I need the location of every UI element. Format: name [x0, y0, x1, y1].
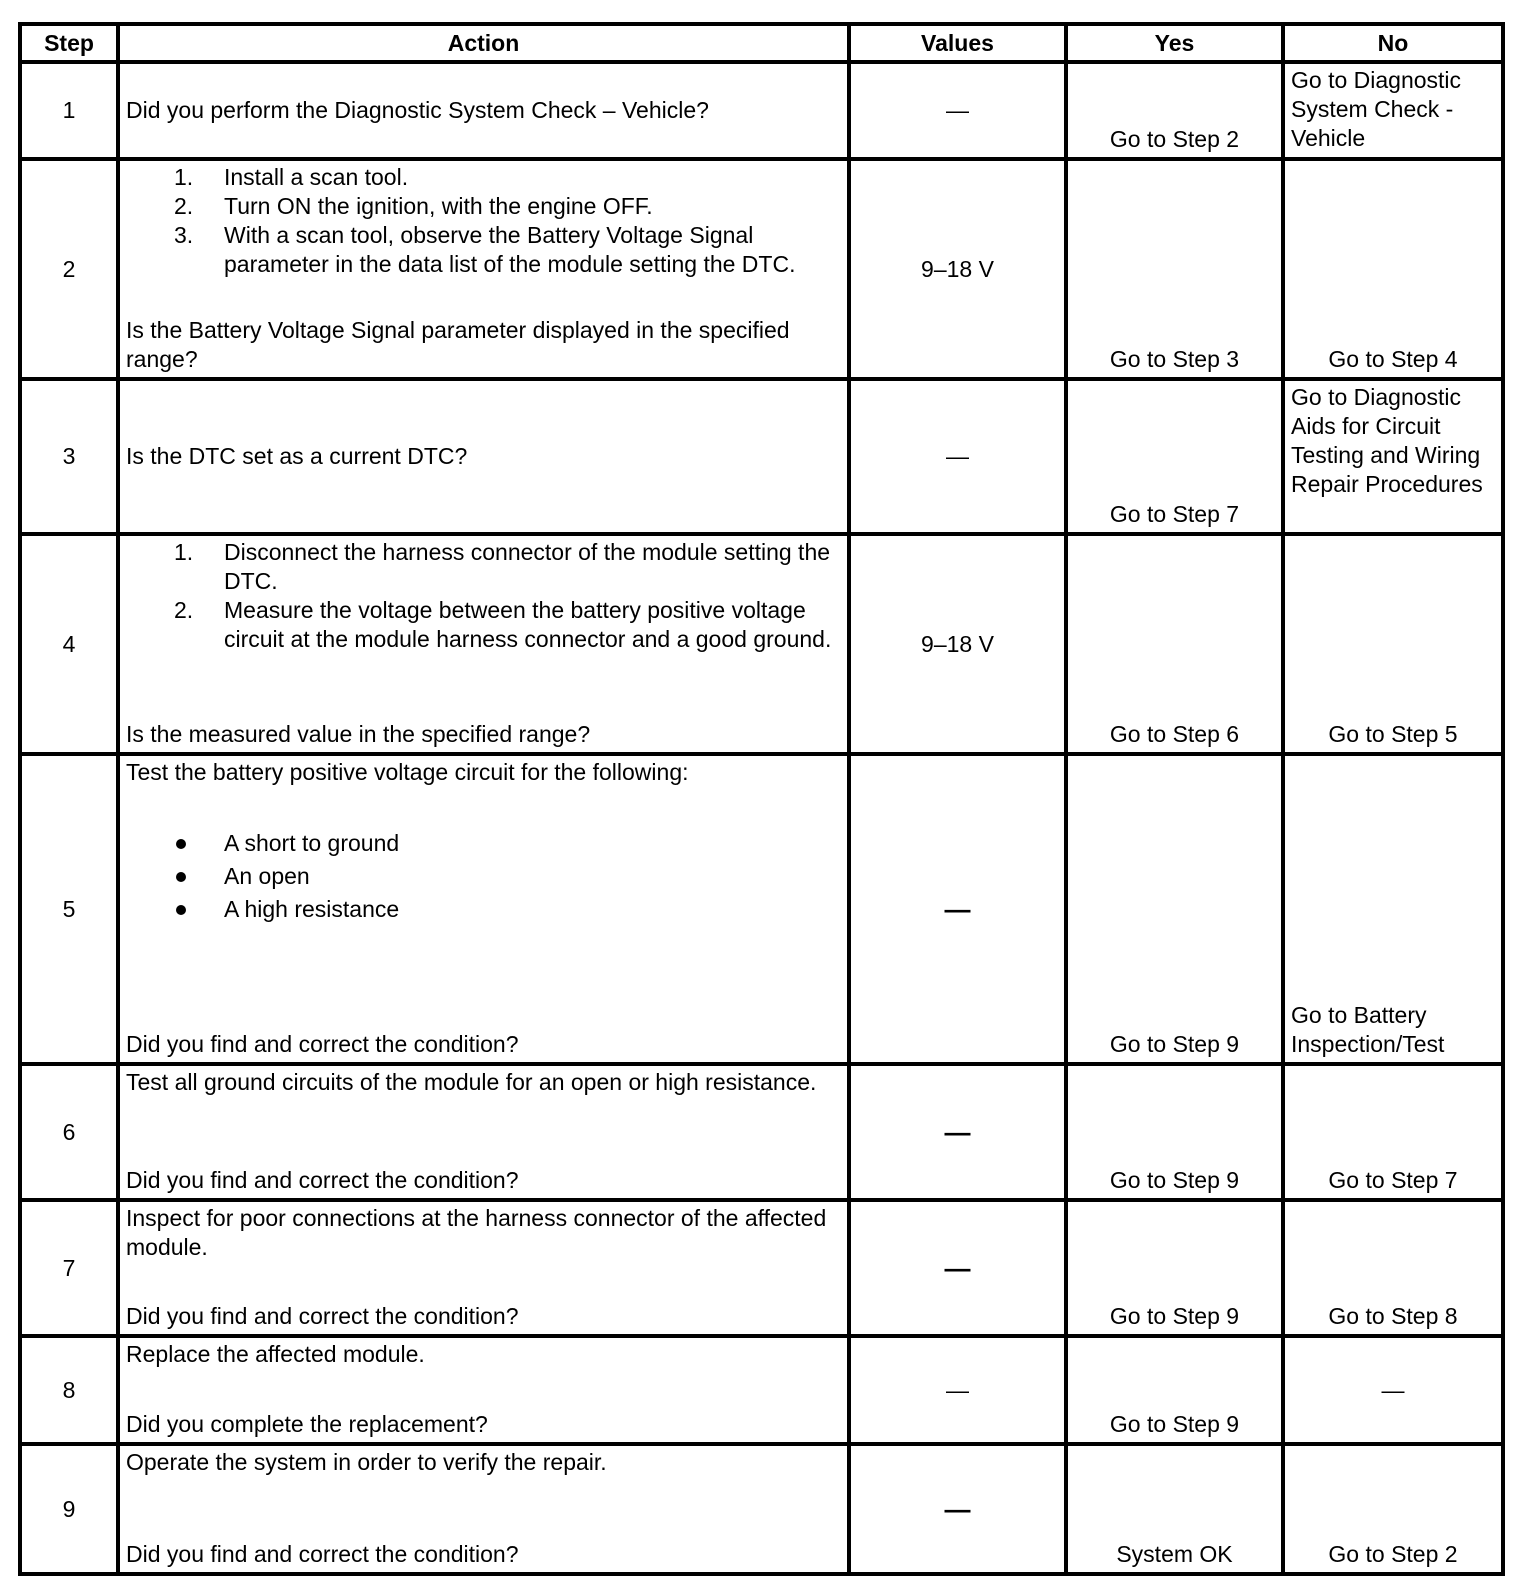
- no-cell: [1283, 379, 1503, 534]
- action-cell: [118, 1336, 849, 1444]
- list-item: [126, 827, 841, 860]
- yes-cell: [1066, 1200, 1283, 1336]
- yes-cell: [1066, 534, 1283, 754]
- step-number: 3: [20, 379, 118, 534]
- no-text: Go to Step 4: [1328, 346, 1458, 372]
- yes-text: Go to Step 9: [1109, 1167, 1240, 1193]
- list-text: An open: [224, 863, 310, 889]
- table-row: [20, 379, 1503, 534]
- header-yes: Yes: [1066, 24, 1283, 62]
- table-row: [20, 1336, 1503, 1444]
- yes-text: Go to Step 2: [1109, 126, 1240, 152]
- action-intro: Replace the affected module.: [126, 1341, 425, 1367]
- no-text: Go to Step 8: [1328, 1303, 1458, 1329]
- no-text: Go to Step 7: [1328, 1167, 1458, 1193]
- value-cell: [849, 379, 1066, 534]
- action-question: Did you find and correct the condition?: [126, 1541, 519, 1567]
- step-number: 7: [20, 1200, 118, 1336]
- yes-cell: [1066, 62, 1283, 159]
- yes-text: System OK: [1116, 1541, 1233, 1567]
- no-cell: [1283, 62, 1503, 159]
- list-number: 1.: [174, 164, 194, 190]
- list-item: [126, 596, 841, 654]
- no-text: Go to Step 2: [1328, 1541, 1458, 1567]
- list-item: [126, 221, 841, 279]
- value-cell: [849, 754, 1066, 1064]
- action-cell: [118, 534, 849, 754]
- table-row: [20, 1200, 1503, 1336]
- yes-cell: [1066, 159, 1283, 379]
- action-intro: Test all ground circuits of the module for an open or high resistance.: [126, 1069, 817, 1095]
- header-action: Action: [118, 24, 849, 62]
- action-cell: [118, 1200, 849, 1336]
- table-row: [20, 62, 1503, 159]
- no-text: Go to Diagnostic System Check - Vehicle: [1291, 67, 1462, 151]
- value-text: —: [944, 893, 971, 924]
- value-cell: [849, 159, 1066, 379]
- value-text: —: [946, 443, 969, 469]
- value-cell: [849, 534, 1066, 754]
- step-number: 8: [20, 1336, 118, 1444]
- action-cell: [118, 159, 849, 379]
- value-cell: [849, 1064, 1066, 1200]
- yes-cell: [1066, 1064, 1283, 1200]
- action-question: Did you find and correct the condition?: [126, 1303, 519, 1329]
- header-no: No: [1283, 24, 1503, 62]
- bullet-icon: [176, 839, 186, 849]
- value-text: 9–18 V: [921, 255, 994, 282]
- action-steps: [126, 163, 841, 279]
- step-number: 5: [20, 754, 118, 1064]
- action-cell: [118, 379, 849, 534]
- action-intro: Inspect for poor connections at the harness connector of the affected module.: [126, 1205, 827, 1260]
- list-text: Measure the voltage between the battery positive voltage circuit at the module harness connector and a good ground.: [224, 597, 832, 652]
- action-cell: [118, 1444, 849, 1574]
- bullet-icon: [176, 905, 186, 915]
- value-text: —: [944, 1252, 971, 1283]
- list-text: With a scan tool, observe the Battery Voltage Signal parameter in the data list of the module setting the DTC.: [224, 222, 796, 277]
- value-text: —: [944, 1116, 971, 1147]
- no-text: Go to Diagnostic Aids for Circuit Testing and Wiring Repair Procedures: [1291, 384, 1483, 497]
- value-cell: [849, 1444, 1066, 1574]
- no-cell: [1283, 1064, 1503, 1200]
- action-question: Did you find and correct the condition?: [126, 1031, 519, 1057]
- table-row: [20, 534, 1503, 754]
- header-values: Values: [849, 24, 1066, 62]
- header-row: [20, 24, 1503, 62]
- no-text: Go to Battery Inspection/Test: [1291, 1002, 1445, 1057]
- action-cell: [118, 754, 849, 1064]
- list-text: A short to ground: [224, 830, 400, 856]
- action-question: Did you find and correct the condition?: [126, 1167, 519, 1193]
- action-question: Did you complete the replacement?: [126, 1411, 488, 1437]
- yes-cell: [1066, 1336, 1283, 1444]
- value-cell: [849, 1336, 1066, 1444]
- value-text: —: [944, 1493, 971, 1524]
- list-item: [126, 192, 841, 221]
- no-cell: [1283, 1200, 1503, 1336]
- no-cell: [1283, 1444, 1503, 1574]
- list-text: A high resistance: [224, 896, 400, 922]
- step-number: 9: [20, 1444, 118, 1574]
- table-row: [20, 159, 1503, 379]
- yes-text: Go to Step 3: [1109, 346, 1240, 372]
- action-question: Is the Battery Voltage Signal parameter displayed in the specified range?: [126, 317, 790, 372]
- bullet-icon: [176, 872, 186, 882]
- value-text: —: [946, 97, 969, 123]
- yes-text: Go to Step 7: [1109, 501, 1240, 527]
- no-text: Go to Step 5: [1328, 721, 1458, 747]
- list-item: [126, 893, 841, 926]
- yes-text: Go to Step 6: [1109, 721, 1240, 747]
- no-cell: [1283, 159, 1503, 379]
- value-cell: [849, 62, 1066, 159]
- value-cell: [849, 1200, 1066, 1336]
- list-item: [126, 163, 841, 192]
- yes-cell: [1066, 379, 1283, 534]
- value-text: 9–18 V: [921, 630, 994, 657]
- value-text: —: [946, 1376, 969, 1403]
- action-cell: [118, 1064, 849, 1200]
- action-bullets: [126, 827, 841, 926]
- list-item: [126, 860, 841, 893]
- step-number: 4: [20, 534, 118, 754]
- list-text: Install a scan tool.: [224, 164, 409, 190]
- no-text: —: [1381, 1376, 1405, 1403]
- action-question: Is the measured value in the specified range?: [126, 721, 591, 747]
- header-step: Step: [20, 24, 118, 62]
- no-cell: [1283, 534, 1503, 754]
- list-number: 1.: [174, 539, 194, 565]
- action-intro: Operate the system in order to verify the repair.: [126, 1449, 607, 1475]
- action-question: Did you perform the Diagnostic System Check – Vehicle?: [126, 96, 709, 123]
- no-cell: [1283, 754, 1503, 1064]
- step-number: 2: [20, 159, 118, 379]
- list-number: 2.: [174, 597, 194, 623]
- list-number: 2.: [174, 193, 194, 219]
- table-row: [20, 1444, 1503, 1574]
- list-item: [126, 538, 841, 596]
- list-text: Turn ON the ignition, with the engine OFF.: [224, 193, 653, 219]
- step-number: 1: [20, 62, 118, 159]
- action-steps: [126, 538, 841, 654]
- yes-cell: [1066, 754, 1283, 1064]
- yes-text: Go to Step 9: [1109, 1031, 1240, 1057]
- diagnostic-table: [18, 22, 1505, 1576]
- no-cell: [1283, 1336, 1503, 1444]
- list-number: 3.: [174, 222, 194, 248]
- step-number: 6: [20, 1064, 118, 1200]
- yes-text: Go to Step 9: [1109, 1411, 1240, 1437]
- table-row: [20, 1064, 1503, 1200]
- yes-text: Go to Step 9: [1109, 1303, 1240, 1329]
- action-question: Is the DTC set as a current DTC?: [126, 442, 468, 469]
- list-text: Disconnect the harness connector of the module setting the DTC.: [224, 539, 831, 594]
- action-cell: [118, 62, 849, 159]
- yes-cell: [1066, 1444, 1283, 1574]
- table-row: [20, 754, 1503, 1064]
- action-intro: Test the battery positive voltage circuit for the following:: [126, 759, 689, 785]
